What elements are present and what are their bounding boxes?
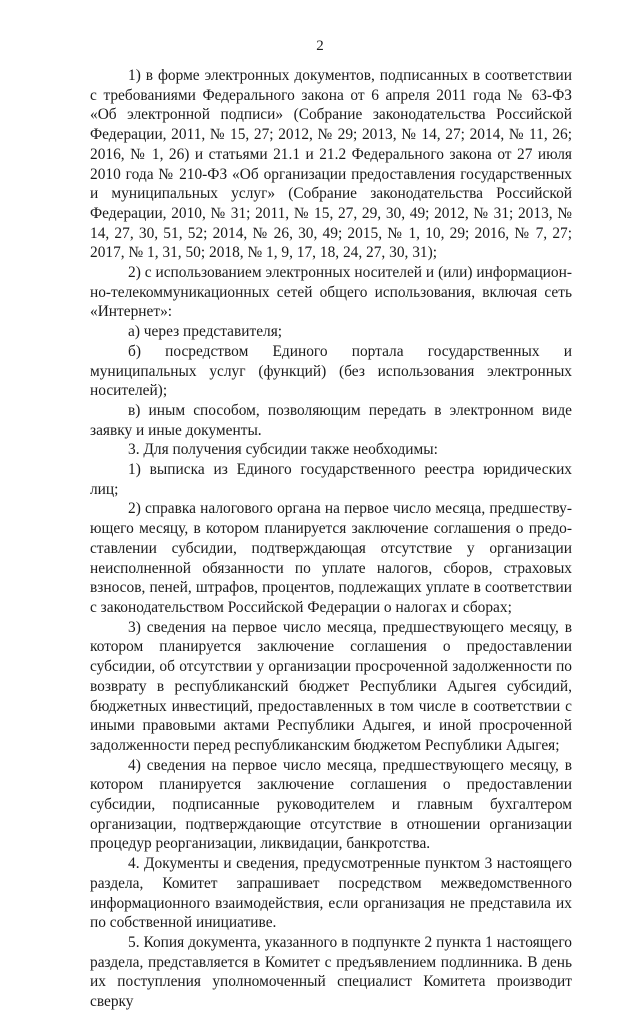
paragraph-4-interagency-request: 4. Документы и сведения, предусмотренные пунктом 3 настоящего раздела, Комитет запрашивает посредством межведомственного информационного взаимодействия, если организация не представила их по собственной инициативе. xyxy=(90,855,572,932)
paragraph-3-required-items: 3. Для получения субсидии также необходимы: xyxy=(128,441,438,459)
paragraph-b-unified-portal: б) посредством Единого портала государственных и муниципальных услуг (функций) (без использования электронных носителей); xyxy=(90,342,572,400)
paragraph-c-other-method: в) иным способом, позволяющим передать в электронном виде заявку и иные документы. xyxy=(90,401,572,439)
paragraph-1-electronic-documents: 1) в форме электронных документов, подписанных в соответствии с требованиями Федерального закона от 6 апреля 2011 года № 63-ФЗ «Об электронной подписи» (Собрание законодательства Российской Федерации, 2011, № 15, 27; 2012, № 29; 2013, № 14, 27; 2014, № 11, 26; 2016, № 1, 26) и статьями 21.1 и 21.2 Федерального закона от 27 июля 2010 года № 210-ФЗ «Об организации предоставления государственных и муниципальных услуг» (Собрание законодательства Российской Федерации, 2010, № 31; 2011, № 15, 27, 29, 30, 49; 2012, № 31; 2013, № 14, 27, 30, 51, 52; 2014, № 26, 30, 49; 2015, № 1, 10, 29; 2016, № 7, 27; 2017, № 1, 31, 50; 2018, № 1, 9, 17, 18, 24, 27, 30, 31); xyxy=(90,67,572,262)
paragraph-2-electronic-media: 2) с использованием электронных носителей и (или) информационно-телекоммуникационных сетей общего использования, включая сеть «Интернет»: xyxy=(90,264,572,321)
paragraph-3-4-reorganization-info: 4) сведения на первое число месяца, предшествующего месяцу, в котором планируется заключение соглашения о предоставлении субсидии, подписанные руководителем и главным бухгалтером организации, подтверждающие отсутствие в отношении организации процедур реорганизации, ликвидации, банкротства. xyxy=(90,756,572,853)
paragraph-3-3-debt-information: 3) сведения на первое число месяца, предшествующего месяцу, в котором планируется заключение соглашения о предоставлении субсидии, об отсутствии у организации просроченной задолженности по возврату в республиканский бюджет Республики Адыгея субсидий, бюджетных инвестиций, предоставленных в том числе в соответствии с иными правовыми актами Республики Адыгея, и иной просроченной задолженности перед республиканским бюджетом Республики Адыгея; xyxy=(90,618,572,754)
paragraph-5-document-copy: 5. Копия документа, указанного в подпункте 2 пункта 1 настоящего раздела, представляется в Комитет с предъявлением подлинника. В день их поступления уполномоченный специалист Комитета производит сверку xyxy=(90,933,572,1011)
paragraph-3-2-tax-certificate: 2) справка налогового органа на первое число месяца, предшествующего месяцу, в котором планируется заключение соглашения о предоставлении субсидии, подтверждающая отсутствие у организации неисполненной обязанности по уплате налогов, сборов, страховых взносов, пеней, штрафов, процентов, подлежащих уплате в соответствии с законодательством Российской Федерации о налогах и сборах; xyxy=(90,500,572,616)
paragraph-a-representative: а) через представителя; xyxy=(128,323,283,341)
page-number: 2 xyxy=(316,38,324,54)
paragraph-3-1-registry-extract: 1) выписка из Единого государственного реестра юридических лиц; xyxy=(90,461,572,498)
document-body xyxy=(90,66,572,1012)
